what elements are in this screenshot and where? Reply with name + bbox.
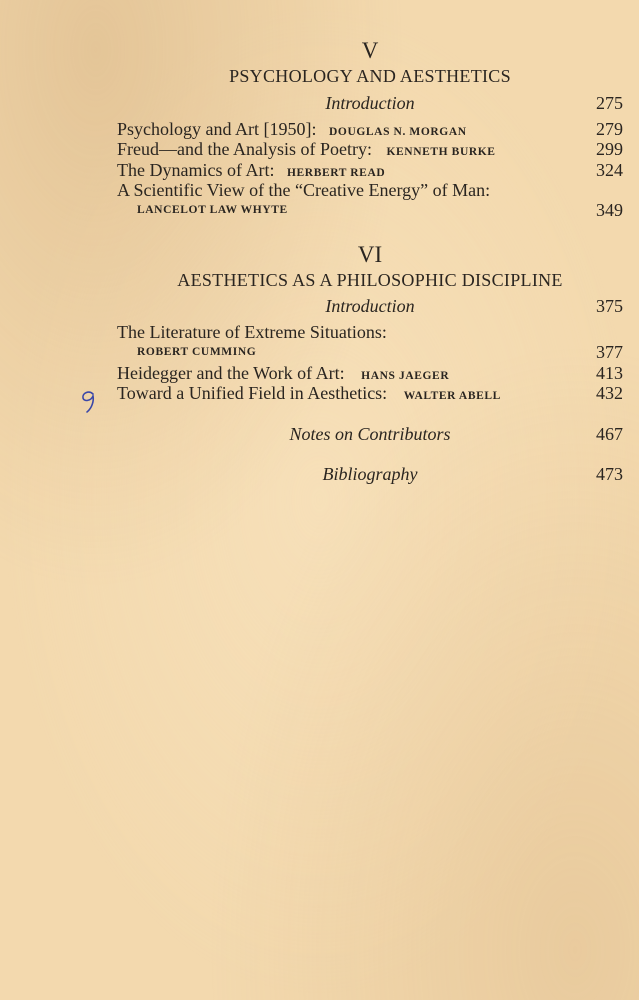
page-number: 349: [596, 200, 623, 220]
page-number: 377: [596, 342, 623, 362]
introduction-label: Introduction: [325, 296, 415, 316]
page-number: 279: [596, 119, 623, 139]
entry-title: Psychology and Art [1950]:: [117, 119, 317, 139]
entry-author: ROBERT CUMMING: [137, 346, 257, 358]
entry-author: HERBERT READ: [286, 167, 386, 179]
entry-author: HANS JAEGER: [361, 370, 450, 382]
page-number: 467: [596, 424, 623, 444]
entry-title: The Dynamics of Art:: [117, 160, 275, 180]
entry-title: Heidegger and the Work of Art:: [117, 363, 345, 383]
introduction-label: Introduction: [325, 93, 415, 113]
toc-entry: [117, 383, 501, 404]
toc-entry: [117, 119, 467, 140]
page-number: 413: [596, 363, 623, 383]
entry-author: WALTER ABELL: [403, 390, 501, 402]
part-title: PSYCHOLOGY AND AESTHETICS: [229, 66, 511, 86]
page-number: 299: [596, 139, 623, 159]
page-number: 324: [596, 160, 623, 180]
handwritten-pen-mark: [78, 388, 100, 414]
part-number: VI: [357, 242, 383, 267]
toc-entry: [117, 363, 449, 384]
back-matter-label: Notes on Contributors: [289, 424, 451, 444]
toc-entry: [117, 139, 496, 160]
entry-author: LANCELOT LAW WHYTE: [137, 204, 288, 216]
page-number: 473: [596, 464, 623, 484]
entry-title: Freud—and the Analysis of Poetry:: [117, 139, 372, 159]
part-number: V: [361, 38, 379, 63]
page-number: 432: [596, 383, 623, 403]
entry-title: The Literature of Extreme Situations:: [117, 322, 387, 342]
page-number: 375: [596, 296, 623, 316]
part-title: AESTHETICS AS A PHILOSOPHIC DISCIPLINE: [177, 270, 563, 290]
entry-author: DOUGLAS N. MORGAN: [329, 126, 467, 138]
entry-title: A Scientific View of the “Creative Energy” of Man:: [117, 180, 491, 200]
back-matter-label: Bibliography: [322, 464, 418, 484]
toc-entry: [117, 160, 385, 181]
entry-author: KENNETH BURKE: [386, 146, 496, 158]
entry-title: Toward a Unified Field in Aesthetics:: [117, 383, 388, 403]
page-number: 275: [596, 93, 623, 113]
